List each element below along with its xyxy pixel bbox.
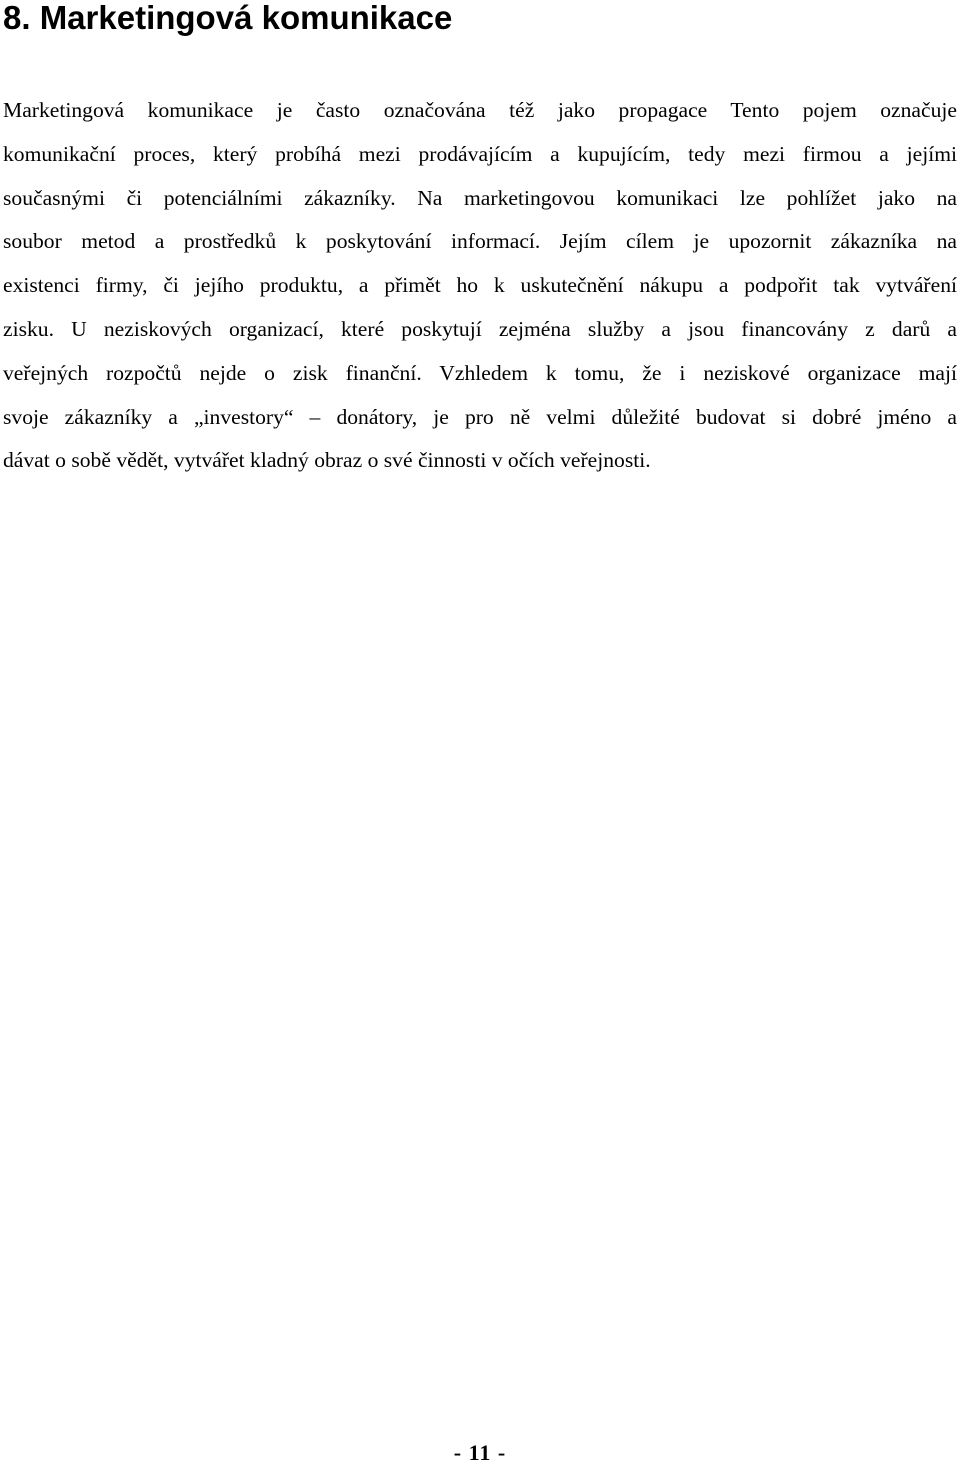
- paragraph-line: soubor metod a prostředků k poskytování informací. Jejím cílem je upozornit zákazníka na: [3, 229, 957, 254]
- paragraph-line: dávat o sobě vědět, vytvářet kladný obraz o své činnosti v očích veřejnosti.: [3, 448, 651, 473]
- paragraph-line: veřejných rozpočtů nejde o zisk finanční. Vzhledem k tomu, že i neziskové organizace mají: [3, 360, 957, 385]
- page-number: [0, 1439, 960, 1467]
- paragraph-line: Marketingová komunikace je často označována též jako propagace Tento pojem označuje: [3, 98, 957, 122]
- paragraph-line: současnými či potenciálními zákazníky. Na marketingovou komunikaci lze pohlížet jako na: [3, 185, 957, 210]
- paragraph-line: svoje zákazníky a „investory“ – donátory, je pro ně velmi důležité budovat si dobré jméno a: [3, 404, 957, 429]
- paragraph-line: existenci firmy, či jejího produktu, a přimět ho k uskutečnění nákupu a podpořit tak vytváření: [3, 273, 957, 298]
- section-heading: 8. Marketingová komunikace: [3, 0, 453, 36]
- paragraph-line: komunikační proces, který probíhá mezi prodávajícím a kupujícím, tedy mezi firmou a jejími: [3, 141, 957, 166]
- body-paragraph: [3, 89, 957, 483]
- page-number-text: - 11 -: [453, 1440, 507, 1465]
- paragraph-line: zisku. U neziskových organizací, které poskytují zejména služby a jsou financovány z darů a: [3, 316, 957, 341]
